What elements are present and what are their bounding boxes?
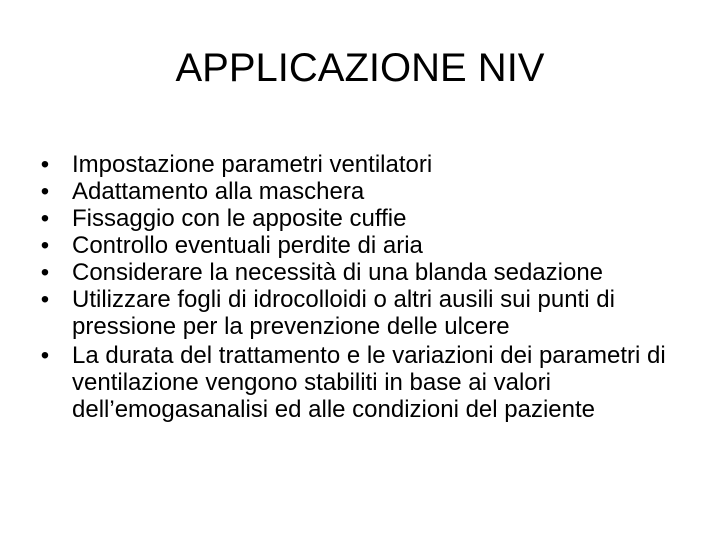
bullet-item: [36, 151, 696, 178]
bullet-icon: •: [40, 232, 50, 259]
bullet-icon: •: [40, 342, 50, 369]
bullet-icon: •: [40, 151, 50, 178]
bullet-text: Considerare la necessità di una blanda sedazione: [72, 259, 604, 286]
bullet-icon: •: [40, 259, 50, 286]
bullet-icon: •: [40, 205, 50, 232]
bullet-item: [36, 205, 696, 232]
bullet-text: La durata del trattamento e le variazioni dei parametri di ventilazione vengono stabiliti in base ai valori dell’emogasanalisi ed alle condizioni del paziente: [72, 342, 666, 423]
bullet-item: [36, 178, 696, 205]
bullet-list: [36, 151, 696, 423]
bullet-text: Fissaggio con le apposite cuffie: [72, 205, 407, 232]
bullet-text: Adattamento alla maschera: [72, 178, 365, 205]
bullet-icon: •: [40, 286, 50, 313]
bullet-item: [36, 259, 696, 286]
bullet-icon: •: [40, 178, 50, 205]
bullet-text: Impostazione parametri ventilatori: [72, 151, 433, 178]
bullet-text: Controllo eventuali perdite di aria: [72, 232, 423, 259]
bullet-item: [36, 342, 696, 423]
slide-title: APPLICAZIONE NIV: [175, 46, 545, 90]
bullet-item: [36, 286, 696, 340]
bullet-text: Utilizzare fogli di idrocolloidi o altri ausili sui punti di pressione per la prevenzione delle ulcere: [72, 286, 615, 340]
bullet-item: [36, 232, 696, 259]
